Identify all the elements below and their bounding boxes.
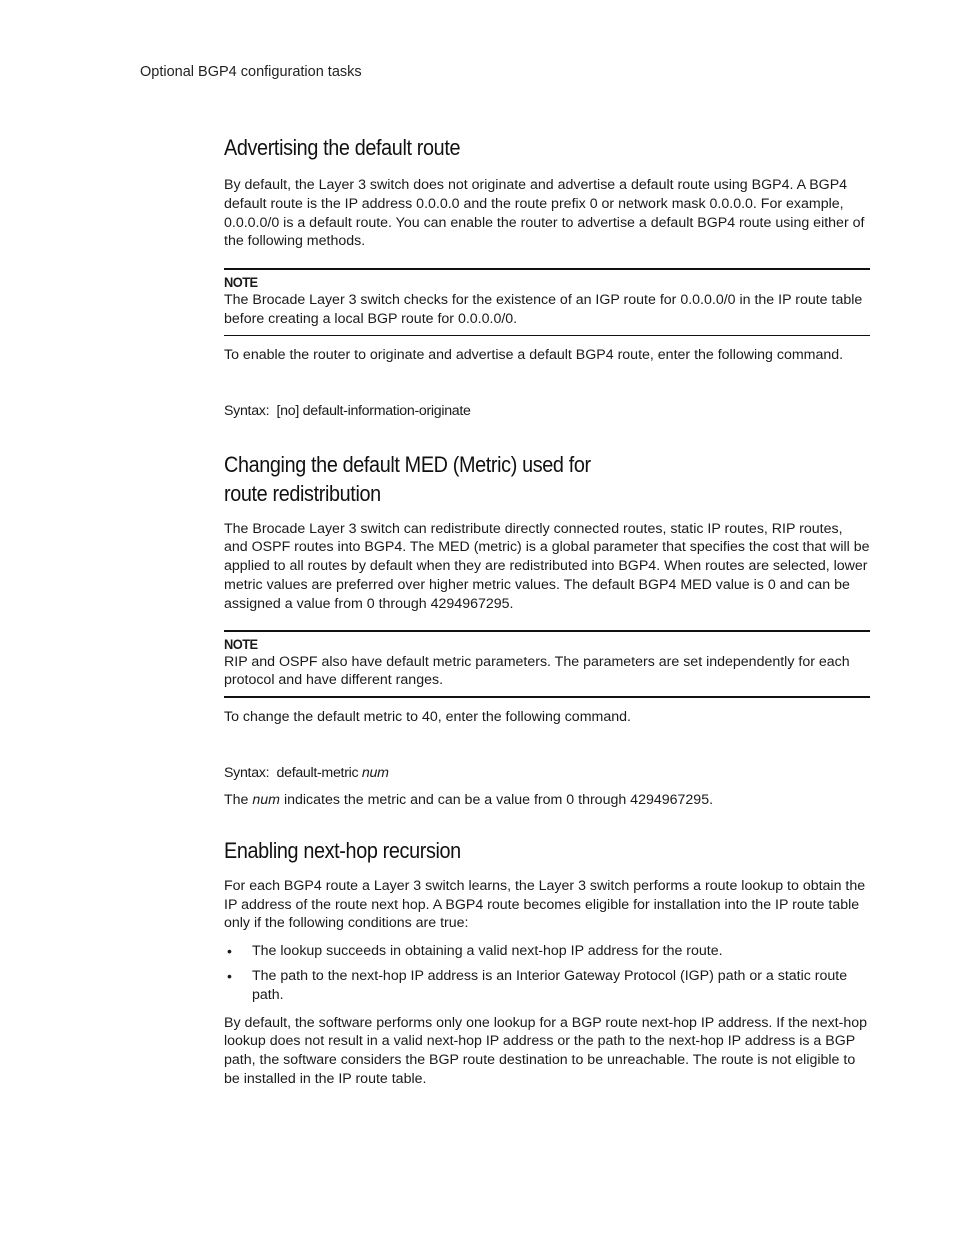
section-heading-next-hop: Enabling next-hop recursion [224,837,461,863]
running-header: Optional BGP4 configuration tasks [140,64,362,80]
list-item-text: The lookup succeeds in obtaining a valid next-hop IP address for the route. [252,943,723,960]
section-heading-default-route: Advertising the default route [224,135,461,160]
med-intro: The Brocade Layer 3 switch can redistribute directly connected routes, static IP routes, RIP routes, and OSPF routes into BGP4. The MED (metric) is a global parameter that specifies the cost that will be applied to all routes by default when they are redistributed into BGP4. When routes are selected, lower metric values are preferred over higher metric values. The default BGP4 MED value is 0 and can be assigned a value from 0 through 4294967295. [224,520,870,612]
param-description [224,791,870,810]
syntax-line [224,402,870,420]
syntax-label: Syntax: [224,764,270,781]
default-route-instruction: To enable the router to originate and advertise a default BGP4 route, enter the following command. [224,346,844,363]
param-name: num [252,791,281,808]
next-hop-intro: For each BGP4 route a Layer 3 switch learns, the Layer 3 switch performs a route lookup to obtain the IP address of the route next hop. A BGP4 route becomes eligible for installation into the IP route table only if the following conditions are true: [224,877,866,932]
conditions-list [224,942,870,1004]
note-label: NOTE [224,274,258,291]
syntax-open-bracket: [ [276,402,281,419]
list-item [224,967,870,1005]
note-text: The Brocade Layer 3 switch checks for the existence of an IGP route for 0.0.0.0/0 in the IP route table before creating a local BGP route for 0.0.0.0/0. [224,292,863,327]
med-instruction: To change the default metric to 40, enter the following command. [224,709,631,726]
syntax-command: default-metric [276,764,359,781]
param-desc: indicates the metric and can be a value from 0 through 4294967295. [283,791,714,808]
syntax-line [224,764,870,782]
syntax-label: Syntax: [224,402,270,419]
next-hop-closing: By default, the software performs only one lookup for a BGP route next-hop IP address. If the next-hop lookup does not result in a valid next-hop IP address or the path to the next-hop IP address is a BGP path, the software considers the BGP route destination to be unreachable. The route is not eligible to be installed in the IP route table. [224,1014,868,1087]
bullet-icon: • [227,943,232,960]
note-box [224,268,870,336]
section-heading-med [224,450,805,508]
page-content [224,128,870,1089]
heading-line: route redistribution [224,480,381,506]
note-box [224,630,870,699]
list-item-text: The path to the next-hop IP address is an Interior Gateway Protocol (IGP) path or a static route path. [252,967,848,1003]
list-item [224,942,870,961]
heading-line: Changing the default MED (Metric) used for [224,451,591,477]
default-route-intro: By default, the Layer 3 switch does not originate and advertise a default route using BGP4. A BGP4 default route is the IP address 0.0.0.0 and the route prefix 0 or network mask 0.0.0.0. For example, 0.0.0.0/0 is a default route. You can enable the router to advertise a default BGP4 route using either of the following methods. [224,177,865,250]
note-text: RIP and OSPF also have default metric parameters. The parameters are set independently for each protocol and have different ranges. [224,653,850,689]
syntax-command: default-information-originate [302,402,471,419]
bullet-icon: • [227,967,232,984]
param-prefix: The [224,791,249,808]
note-label: NOTE [224,635,258,652]
syntax-param: num [361,764,389,781]
syntax-keyword-no: no [280,402,296,419]
syntax-close-bracket: ] [295,402,300,419]
